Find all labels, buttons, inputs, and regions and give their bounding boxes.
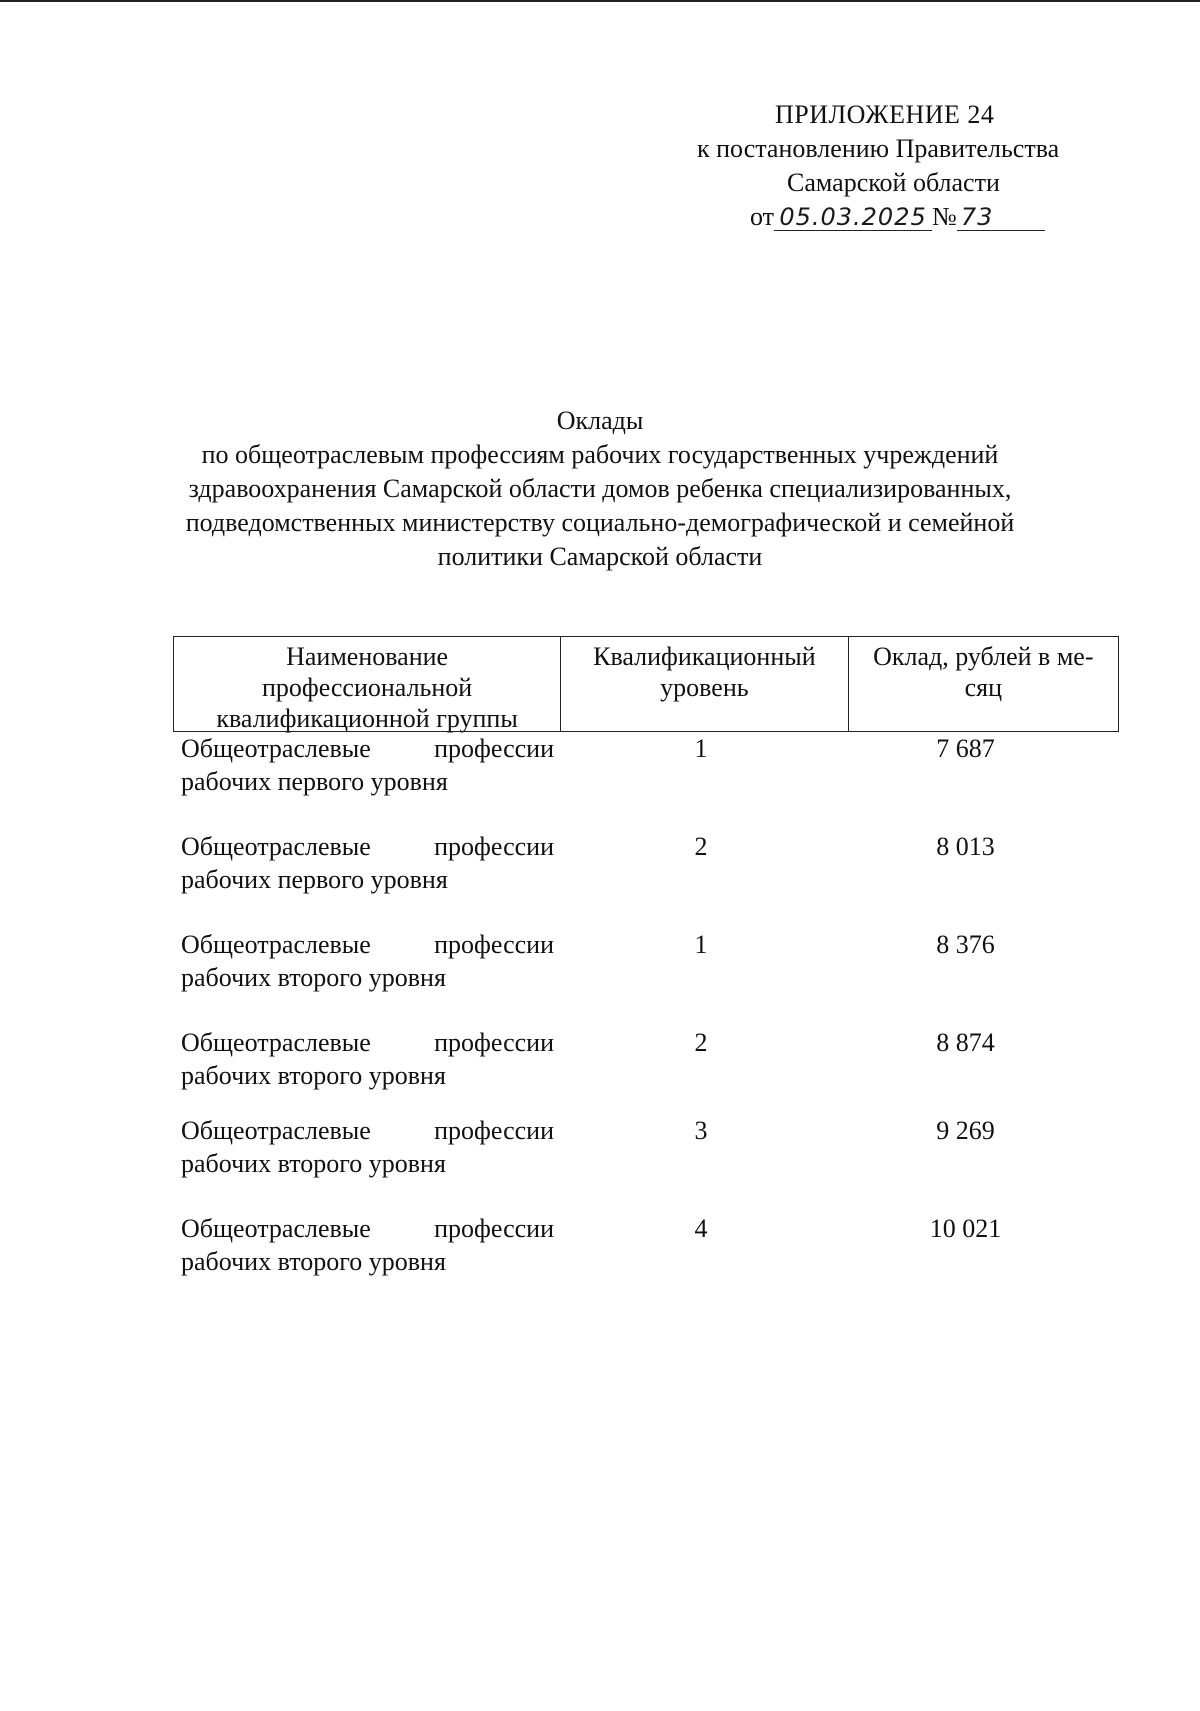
title-line: политики Самарской области: [437, 542, 763, 571]
document-title: [0, 404, 1200, 574]
header-group-name: Наименование профессиональной квалификационной группы: [216, 642, 518, 733]
appendix-number: ПРИЛОЖЕНИЕ 24: [775, 100, 995, 129]
table-row: [173, 1026, 1119, 1114]
group-name-cell: Общеотраслевые профессии рабочих второго уровня: [181, 1116, 554, 1178]
level-cell: 2: [694, 832, 708, 861]
group-name-cell: Общеотраслевые профессии рабочих второго уровня: [181, 1214, 554, 1276]
scan-top-edge: [0, 0, 1200, 2]
table-row: [173, 732, 1119, 830]
group-name-cell: Общеотраслевые профессии рабочих второго уровня: [181, 930, 554, 992]
table-row: [173, 1114, 1119, 1212]
group-name-cell: Общеотраслевые профессии рабочих второго уровня: [181, 1028, 554, 1090]
title-line: здравоохранения Самарской области домов ребенка специализированных,: [188, 474, 1012, 503]
resolution-reference: к постановлению Правительства: [697, 134, 1060, 163]
salary-cell: 8 013: [936, 832, 995, 861]
header-qualification-level: Квалификационный уровень: [560, 637, 847, 731]
salary-cell: 7 687: [936, 734, 995, 763]
salary-cell: 8 376: [936, 930, 995, 959]
table-header: [173, 636, 1119, 732]
title-line: Оклады: [556, 406, 644, 435]
salary-table: [173, 636, 1119, 1310]
region-name: Самарской области: [787, 168, 1000, 197]
header-salary: Оклад, рублей в ме- сяц: [848, 637, 1118, 731]
title-line: подведомственных министерству социально-демографической и семейной: [185, 508, 1015, 537]
table-row: [173, 830, 1119, 928]
number-prefix: №: [932, 202, 957, 231]
salary-cell: 10 021: [929, 1214, 1002, 1243]
level-cell: 3: [694, 1116, 708, 1145]
level-cell: 1: [694, 930, 708, 959]
title-line: по общеотраслевым профессиям рабочих государственных учреждений: [201, 440, 999, 469]
group-name-cell: Общеотраслевые профессии рабочих первого уровня: [181, 734, 554, 796]
level-cell: 2: [694, 1028, 708, 1057]
date-prefix: от: [750, 202, 775, 231]
date-number-row: [750, 200, 1045, 234]
table-row: [173, 928, 1119, 1026]
group-name-cell: Общеотраслевые профессии рабочих первого уровня: [181, 832, 554, 894]
table-row: [173, 1212, 1119, 1310]
handwritten-number: 73: [957, 204, 1045, 231]
salary-cell: 8 874: [936, 1028, 995, 1057]
level-cell: 4: [694, 1214, 708, 1243]
handwritten-date: 05.03.2025: [774, 204, 932, 231]
salary-cell: 9 269: [936, 1116, 995, 1145]
level-cell: 1: [694, 734, 708, 763]
